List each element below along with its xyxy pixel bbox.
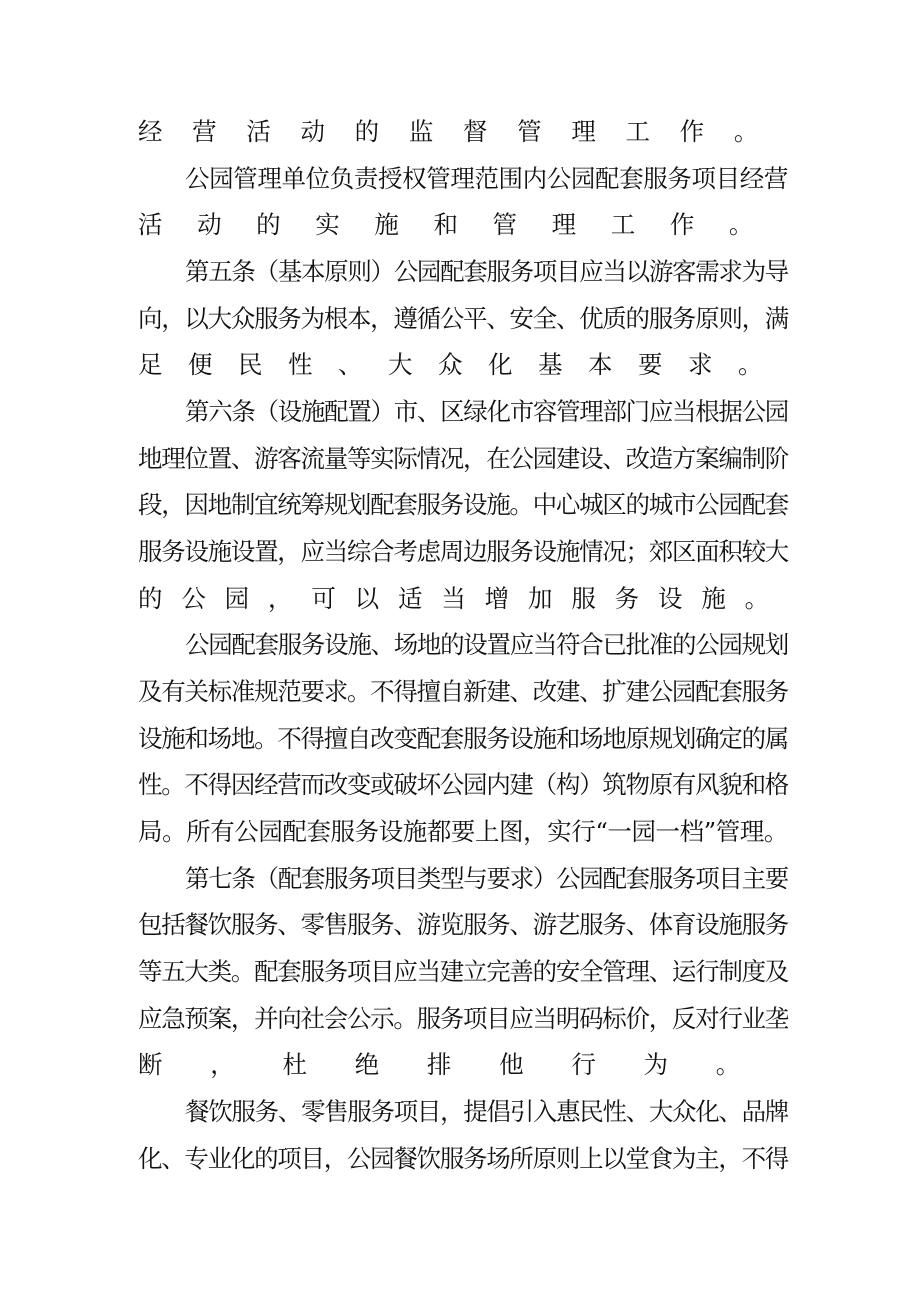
text-line: 公园配套服务设施、场地的设置应当符合已批准的公园规划 (185, 630, 788, 659)
text-line: 第七条（配套服务项目类型与要求）公园配套服务项目主要 (185, 864, 788, 893)
text-line: 及有关标准规范要求。不得擅自新建、改建、扩建公园配套服务 (138, 677, 788, 706)
text-line: 向，以大众服务为根本，遵循公平、安全、优质的服务原则，满 (138, 304, 788, 333)
text-line: 应急预案，并向社会公示。服务项目应当明码标价，反对行业垄 (138, 1004, 788, 1033)
text-line: 性。不得因经营而改变或破坏公园内建（构）筑物原有风貌和格 (138, 770, 788, 799)
text-line: 服务设施设置，应当综合考虑周边服务设施情况；郊区面积较大 (138, 537, 788, 566)
text-line: 等五大类。配套服务项目应当建立完善的安全管理、运行制度及 (138, 957, 788, 986)
text-line: 化、专业化的项目，公园餐饮服务场所原则上以堂食为主，不得 (138, 1144, 788, 1173)
text-line: 设施和场地。不得擅自改变配套服务设施和场地原规划确定的属 (138, 724, 788, 753)
text-line: 包括餐饮服务、零售服务、游览服务、游艺服务、体育设施服务 (138, 910, 788, 939)
text-line: 餐饮服务、零售服务项目，提倡引入惠民性、大众化、品牌 (185, 1097, 788, 1126)
text-line: 公园管理单位负责授权管理范围内公园配套服务项目经营 (185, 164, 788, 193)
text-line: 局。所有公园配套服务设施都要上图，实行“一园一档”管理。 (138, 817, 788, 846)
text-line: 第五条（基本原则）公园配套服务项目应当以游客需求为导 (185, 257, 788, 286)
text-line: 活动的实施和管理工作。 (138, 210, 788, 239)
text-line: 的公园，可以适当增加服务设施。 (138, 584, 788, 613)
text-line: 第六条（设施配置）市、区绿化市容管理部门应当根据公园 (185, 397, 788, 426)
text-line: 地理位置、游客流量等实际情况，在公园建设、改造方案编制阶 (138, 444, 788, 473)
text-line: 段，因地制宜统筹规划配套服务设施。中心城区的城市公园配套 (138, 490, 788, 519)
text-line: 经营活动的监督管理工作。 (138, 117, 788, 146)
text-line: 断，杜绝排他行为。 (138, 1050, 788, 1079)
text-line: 足便民性、大众化基本要求。 (138, 350, 788, 379)
